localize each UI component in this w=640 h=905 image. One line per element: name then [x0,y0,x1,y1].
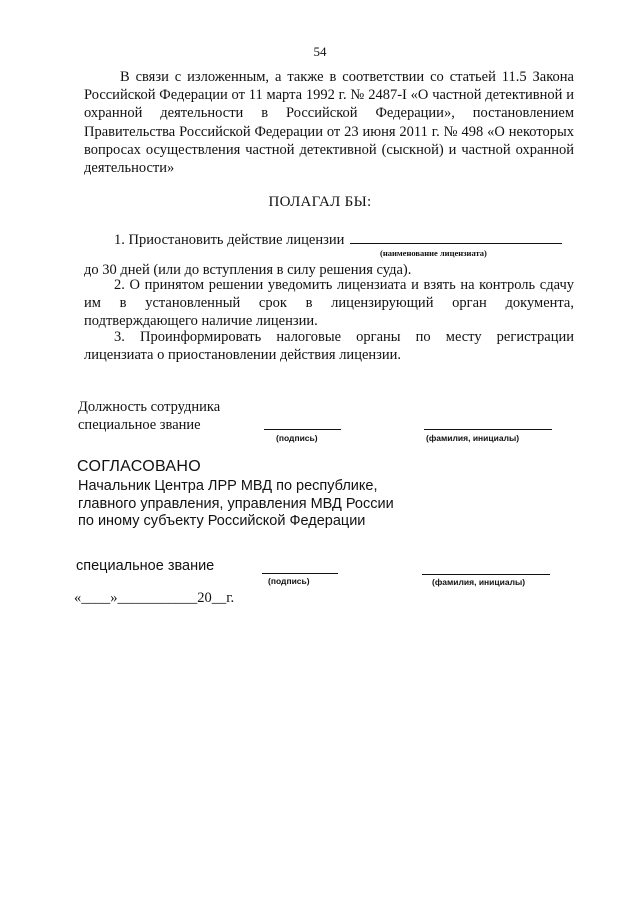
chief-title [78,478,394,531]
page-number: 54 [313,44,327,59]
item-3-text: 3. Проинформировать налоговые органы по месту регистрации лицензиата о приостановлении действия лицензии. [84,329,574,364]
chief-signature-line[interactable] [262,573,338,574]
employee-position-line1: Должность сотрудника [78,399,221,415]
licensee-name-field[interactable] [350,231,562,244]
licensee-caption: (наименование лицензиата) [380,248,487,258]
chief-title-line2: главного управления, управления МВД России [78,495,394,512]
item-3 [84,328,574,364]
agreed-label: СОГЛАСОВАНО [77,458,201,475]
chief-name-line[interactable] [422,574,550,575]
item-1-continuation: до 30 дней (или до вступления в силу решения суда). [84,262,412,278]
chief-signature-caption: (подпись) [268,576,310,586]
employee-position [78,398,220,434]
employee-signature-line[interactable] [264,429,341,430]
item-1-text: 1. Приостановить действие лицензии [114,232,345,248]
resolution-heading: ПОЛАГАЛ БЫ: [268,194,372,210]
intro-paragraph [84,68,574,177]
intro-paragraph-text: В связи с изложенным, а также в соответствии со статьей 11.5 Закона Российской Федерации от 11 марта 1992 г. № 2487-I «О частной детективной и охранной деятельности в Российской Федерации», постановлением Правительства Российской Федерации от 23 июня 2011 г. № 498 «О некоторых вопросах осуществления частной детективной (сыскной) и частной охранной деятельности» [84,69,574,177]
employee-position-line2: специальное звание [78,417,201,433]
employee-name-caption: (фамилия, инициалы) [426,433,520,443]
employee-signature-caption: (подпись) [276,433,318,443]
item-2-text: 2. О принятом решении уведомить лицензиата и взять на контроль сдачу им в установленный срок в лицензирующий орган документа, подтверждающего наличие лицензии. [84,277,574,330]
item-1 [114,231,562,249]
date-line[interactable]: «____»___________20__г. [74,590,235,606]
chief-title-line3: по иному субъекту Российской Федерации [78,513,366,529]
chief-rank-label: специальное звание [76,558,215,574]
chief-title-line1: Начальник Центра ЛРР МВД по республике, [78,478,378,494]
chief-name-caption: (фамилия, инициалы) [432,577,526,587]
employee-name-line[interactable] [424,429,552,430]
item-2 [84,276,574,331]
